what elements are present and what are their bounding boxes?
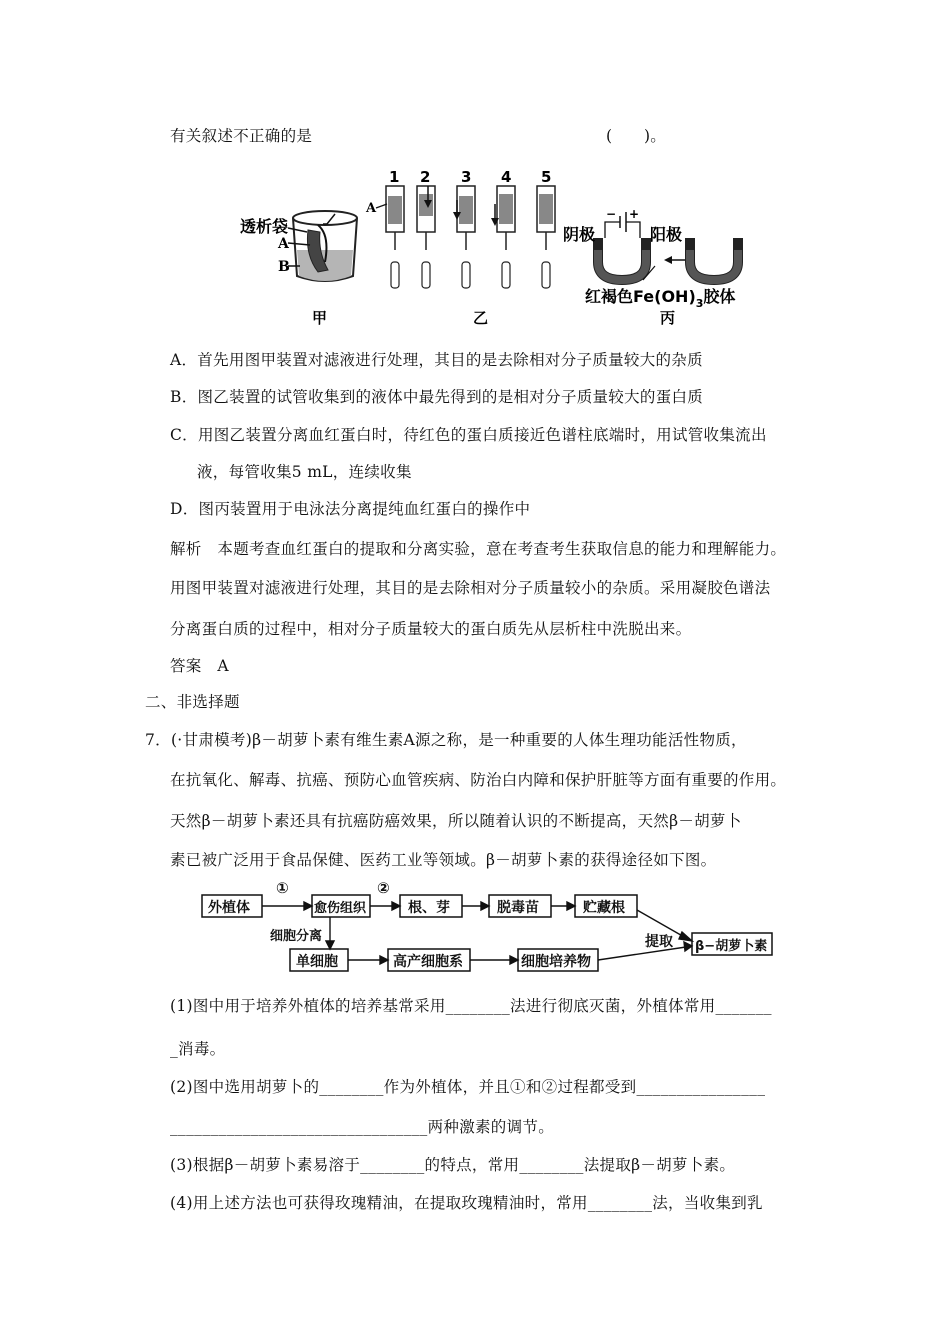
q7-line1: 7．(·甘肃模考)β－胡萝卜素有维生素A源之称，是一种重要的人体生理功能活性物质， — [145, 731, 747, 749]
q7-line2: 在抗氧化、解毒、抗癌、预防心血管疾病、防治白内障和保护肝脏等方面有重要的作用。 — [170, 771, 787, 789]
column-label-a: A — [366, 201, 377, 216]
storage-root-label: 贮藏根 — [583, 900, 625, 916]
analysis-line3: 分离蛋白质的过程中，相对分子质量较大的蛋白质先从层析柱中洗脱出来。 — [170, 620, 692, 638]
cathode-label: 阴极 — [563, 225, 596, 244]
extract-label: 提取 — [645, 934, 673, 950]
dialysis-bag-label: 透析袋 — [240, 217, 289, 236]
analysis-line1: 解析 本题考查血红蛋白的提取和分离实验，意在考查考生获取信息的能力和理解能力。 — [170, 540, 787, 558]
q7-line3: 天然β－胡萝卜素还具有抗癌防癌效果，所以随着认识的不断提高，天然β－胡萝卜 — [170, 812, 742, 830]
label-a: A — [278, 236, 289, 252]
plus-sign: + — [629, 207, 640, 221]
single-cell-label: 单细胞 — [296, 954, 338, 970]
option-a: A．首先用图甲装置对滤液进行处理，其目的是去除相对分子质量较大的杂质 — [170, 351, 703, 369]
q7-sub3: (3)根据β－胡萝卜素易溶于________的特点，常用________法提取β－胡萝卜素。 — [170, 1156, 736, 1174]
question-stem: 有关叙述不正确的是 — [170, 127, 313, 145]
minus-sign: − — [606, 207, 617, 221]
step1-label: ① — [276, 879, 289, 897]
anode-label: 阳极 — [650, 225, 683, 244]
q7-sub2-line2: ________________________________两种激素的调节。 — [170, 1118, 555, 1136]
callus-label: 愈伤组织 — [314, 901, 367, 916]
tube-number-3: 3 — [461, 168, 472, 186]
tube-number-4: 4 — [501, 168, 512, 186]
colloid-label: 红褐色$Fe(OH)_3$胶体 — [585, 287, 736, 310]
caption-bing: 丙 — [660, 309, 676, 327]
explant-label: 外植体 — [208, 900, 250, 916]
section-heading: 二、非选择题 — [145, 693, 240, 711]
option-b: B．图乙装置的试管收集到的液体中最先得到的是相对分子质量较大的蛋白质 — [170, 388, 704, 406]
q7-sub1-line2: _消毒。 — [170, 1040, 226, 1058]
carotene-label: β−胡萝卜素 — [695, 939, 768, 954]
caption-yi: 乙 — [473, 309, 489, 327]
culture-label: 细胞培养物 — [521, 954, 591, 970]
tube-number-1: 1 — [389, 168, 400, 186]
high-yield-label: 高产细胞系 — [393, 954, 463, 970]
label-b: B — [278, 259, 290, 275]
q7-line4: 素已被广泛用于食品保健、医药工业等领域。β－胡萝卜素的获得途径如下图。 — [170, 851, 717, 869]
cell-separation-label: 细胞分离 — [270, 929, 323, 944]
answer-parentheses: ( )。 — [606, 127, 667, 145]
q7-sub2-line1: (2)图中选用胡萝卜的________作为外植体，并且①和②过程都受到________________ — [170, 1078, 766, 1096]
tube-number-2: 2 — [420, 168, 431, 186]
root-bud-label: 根、芽 — [408, 900, 450, 916]
option-c-line1: C．用图乙装置分离血红蛋白时，待红色的蛋白质接近色谱柱底端时，用试管收集流出 — [170, 426, 767, 444]
analysis-line2: 用图甲装置对滤液进行处理，其目的是去除相对分子质量较小的杂质。采用凝胶色谱法 — [170, 579, 771, 597]
tube-number-5: 5 — [541, 168, 552, 186]
step2-label: ② — [377, 879, 390, 897]
virus-free-label: 脱毒苗 — [497, 900, 539, 916]
option-c-line2: 液，每管收集5 mL，连续收集 — [197, 463, 412, 481]
q7-sub4: (4)用上述方法也可获得玫瑰精油，在提取玫瑰精油时，常用________法，当收集到乳 — [170, 1194, 763, 1212]
answer-line: 答案 A — [170, 657, 229, 675]
caption-jia: 甲 — [312, 309, 328, 327]
q7-sub1-line1: (1)图中用于培养外植体的培养基常采用________法进行彻底灭菌，外植体常用_______ — [170, 997, 772, 1015]
option-d: D．图丙装置用于电泳法分离提纯血红蛋白的操作中 — [170, 500, 531, 518]
